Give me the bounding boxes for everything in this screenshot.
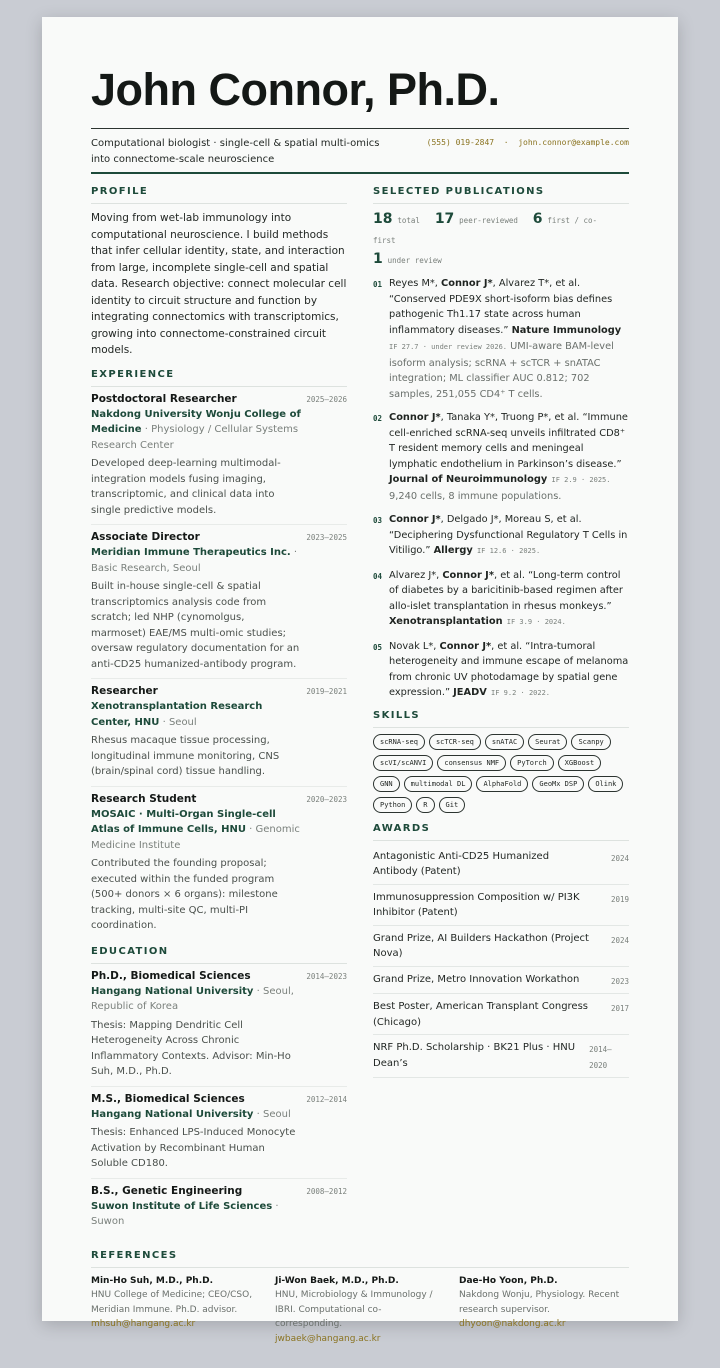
item-dates: 2023–2025 xyxy=(306,533,347,542)
item-organization xyxy=(91,699,301,730)
award-title: Grand Prize, Metro Innovation Workathon xyxy=(373,973,580,985)
publication-citation xyxy=(389,512,629,560)
item-role: Ph.D., Biomedical Sciences xyxy=(91,969,251,982)
education-item xyxy=(91,1185,347,1236)
award-year: 2017 xyxy=(610,1004,629,1013)
publication-entry xyxy=(373,639,629,702)
organization-detail: · Seoul xyxy=(159,716,197,728)
profile-text: Moving from wet-lab immunology into computational neuroscience. I build methods that infer cellular identity, state, and interaction from large, incomplete single-cell and spatial data. Research objective: connect molecular cell identity to circuit structure and function by integrating connectomics with transcriptomics, growing into connectome-constrained circuit models. xyxy=(91,212,347,356)
award-title: Best Poster, American Transplant Congress (Chicago) xyxy=(373,1001,588,1028)
award-entry xyxy=(373,847,629,885)
skill-chip: R xyxy=(416,797,434,813)
item-organization xyxy=(91,807,301,854)
item-dates: 2019–2021 xyxy=(306,687,347,696)
skill-chip: GeoMx DSP xyxy=(532,776,584,792)
publication-number: 04 xyxy=(373,571,383,581)
publication-entry xyxy=(373,568,629,631)
citation-notes: 9,240 cells, 8 immune populations. xyxy=(389,490,562,502)
skill-chip: Git xyxy=(439,797,466,813)
citation-self-author: Connor J* xyxy=(439,640,492,652)
stat-first-label: first / co-first xyxy=(373,216,598,245)
education-list xyxy=(91,970,347,1236)
publication-entry xyxy=(373,512,629,560)
item-header xyxy=(91,793,347,805)
citation-meta: IF 3.9 · 2024. xyxy=(502,618,566,626)
candidate-name: John Connor, Ph.D. xyxy=(91,64,500,115)
organization-name: Hangang National University xyxy=(91,1108,254,1120)
item-description: Developed deep-learning multimodal-integration models fusing imaging, transcriptomic, and clinical data into single predictive models. xyxy=(91,458,281,516)
skill-chip: scVI/scANVI xyxy=(373,755,433,771)
organization-detail: · Suwon xyxy=(91,1200,279,1227)
citation-self-author: Connor J* xyxy=(389,514,441,525)
publication-entry xyxy=(373,276,629,402)
stat-peer-label: peer-reviewed xyxy=(459,216,518,225)
item-dates: 2014–2023 xyxy=(306,971,347,981)
citation-title: , Tanaka Y*, Truong P*, et al. “Immune cell-enriched scRNA-seq unveils infiltrated CD8⁺ T resident memory cells and meningeal lymphatic endothelium in Parkinson’s disease.” xyxy=(389,412,628,470)
award-title: Grand Prize, AI Builders Hackathon (Project Nova) xyxy=(373,932,589,959)
skill-chip: Scanpy xyxy=(571,734,610,750)
citation-title: , et al. “Long-term control of diabetes by a baricitinib-based regimen after allo-islet transplantation in rhesus monkeys.” xyxy=(389,569,623,612)
skill-chip: multimodal DL xyxy=(404,776,473,792)
organization-detail: · Physiology / Cellular Systems Research Center xyxy=(91,424,299,451)
stat-total: 18 xyxy=(373,211,393,227)
publication-citation xyxy=(389,276,629,402)
reference-description: Nakdong Wonju, Physiology. Recent research supervisor. xyxy=(459,1290,620,1315)
item-organization xyxy=(91,1199,301,1230)
right-column xyxy=(373,186,629,1242)
experience-item xyxy=(91,393,347,526)
publication-citation xyxy=(389,568,629,631)
stat-review-label: under review xyxy=(387,256,442,265)
award-title: NRF Ph.D. Scholarship · BK21 Plus · HNU Dean’s xyxy=(373,1042,576,1069)
item-header xyxy=(91,1185,347,1197)
citation-title: , Delgado J*, Moreau S, et al. “Deciphering Dysfunctional Regulatory T Cells in Vitiligo.” xyxy=(389,514,628,556)
section-title-publications: SELECTED PUBLICATIONS xyxy=(373,186,629,204)
reference-email[interactable]: mhsuh@hangang.ac.kr xyxy=(91,1319,196,1329)
organization-detail: · Genomic Medicine Institute xyxy=(91,824,300,851)
item-role: Postdoctoral Researcher xyxy=(91,392,237,405)
skill-chip: scRNA-seq xyxy=(373,734,425,750)
item-organization xyxy=(91,407,301,454)
two-column-body xyxy=(91,186,629,1242)
item-header xyxy=(91,531,347,543)
item-description: Built in-house single-cell & spatial transcriptomics analysis code from scratch; led NHP (cynomolgus, marmoset) EAE/MS multi-omic studies; oversaw regulatory documentation for an anti-CD25 humanized-antibody program. xyxy=(91,581,300,670)
item-organization xyxy=(91,545,301,576)
award-entry xyxy=(373,929,629,967)
award-year: 2019 xyxy=(610,894,629,904)
publication-stats xyxy=(373,210,629,270)
section-title-education: EDUCATION xyxy=(91,946,347,964)
skill-chip: AlphaFold xyxy=(476,776,528,792)
reference-description: HNU, Microbiology & Immunology / IBRI. Computational co-corresponding. xyxy=(275,1290,433,1329)
section-title-profile: PROFILE xyxy=(91,186,347,204)
stat-review: 1 xyxy=(373,251,383,267)
stat-peer: 17 xyxy=(434,211,455,227)
reference-email[interactable]: dhyoon@nakdong.ac.kr xyxy=(459,1319,566,1329)
header-info xyxy=(91,129,629,169)
skill-chip: snATAC xyxy=(485,734,524,750)
citation-journal: Xenotransplantation xyxy=(389,616,503,627)
citation-self-author: Connor J* xyxy=(442,569,494,581)
award-title: Antagonistic Anti-CD25 Humanized Antibody (Patent) xyxy=(373,850,550,877)
item-header xyxy=(91,970,347,982)
item-header xyxy=(91,685,347,697)
education-item xyxy=(91,1093,347,1179)
item-description: Rhesus macaque tissue processing, longitudinal immune monitoring, CNS (brain/spinal cord) tissue handling. xyxy=(91,735,280,777)
skill-chip: GNN xyxy=(373,776,400,792)
skill-chip: Olink xyxy=(588,776,623,792)
award-entry xyxy=(373,888,629,926)
publication-number: 01 xyxy=(373,280,383,289)
item-organization xyxy=(91,984,301,1015)
item-dates: 2012–2014 xyxy=(306,1094,347,1104)
publication-entry xyxy=(373,410,629,504)
item-role: B.S., Genetic Engineering xyxy=(91,1184,243,1197)
organization-name: Xenotransplantation Research Center, HNU xyxy=(91,701,263,728)
publication-citation xyxy=(389,410,629,504)
item-description: Thesis: Mapping Dendritic Cell Heterogeneity Across Chronic Inflammatory Contexts. Advisor: Min-Ho Suh, M.D., Ph.D. xyxy=(91,1019,291,1077)
contact-line xyxy=(427,136,629,169)
publication-citation xyxy=(389,639,629,702)
citation-meta: IF 9.2 · 2022. xyxy=(486,689,551,697)
item-dates: 2008–2012 xyxy=(306,1186,347,1196)
organization-name: MOSAIC · Multi-Organ Single-cell Atlas of Immune Cells, HNU xyxy=(91,808,276,835)
citation-journal: Journal of Neuroimmunology xyxy=(389,474,548,485)
email-link[interactable]: john.connor@example.com xyxy=(518,138,629,147)
item-description: Contributed the founding proposal; executed within the funded program (500+ donors × 6 organs): milestone tracking, multi-site QC, multi-PI coordination. xyxy=(91,858,278,931)
item-description: Thesis: Enhanced LPS-Induced Monocyte Activation by Recombinant Human Soluble CD180. xyxy=(91,1127,296,1169)
reference-description: HNU College of Medicine; CEO/CSO, Meridian Immune. Ph.D. advisor. xyxy=(91,1290,253,1315)
publication-number: 05 xyxy=(373,642,383,652)
item-role: Research Student xyxy=(91,792,197,805)
organization-name: Suwon Institute of Life Sciences xyxy=(91,1200,273,1212)
award-list xyxy=(373,847,629,1079)
resume-sheet xyxy=(42,17,678,1344)
citation-authors-before: Novak L*, xyxy=(389,640,440,652)
reference-name: Ji-Won Baek, M.D., Ph.D. xyxy=(275,1275,399,1286)
skill-chip: PyTorch xyxy=(510,755,554,771)
award-entry xyxy=(373,1038,629,1078)
item-dates: 2020–2023 xyxy=(306,794,347,804)
award-year: 2014–2020 xyxy=(589,1045,612,1070)
stat-first: 6 xyxy=(532,211,543,227)
item-role: Associate Director xyxy=(91,531,200,543)
experience-list xyxy=(91,393,347,940)
reference-card xyxy=(459,1274,629,1347)
reference-list xyxy=(91,1274,629,1347)
reference-name: Dae-Ho Yoon, Ph.D. xyxy=(459,1275,558,1286)
section-title-references: REFERENCES xyxy=(91,1250,629,1268)
award-entry xyxy=(373,970,629,995)
publication-number: 03 xyxy=(373,516,383,525)
left-column xyxy=(91,186,347,1242)
citation-self-author: Connor J* xyxy=(389,412,441,423)
publication-number: 02 xyxy=(373,414,383,423)
organization-name: Hangang National University xyxy=(91,985,254,997)
section-title-skills: SKILLS xyxy=(373,710,629,728)
experience-item xyxy=(91,793,347,940)
item-dates: 2025–2026 xyxy=(306,394,347,404)
organization-detail: · Seoul xyxy=(253,1108,291,1120)
citation-authors-before: Reyes M*, xyxy=(389,278,442,289)
organization-name: Nakdong University Wonju College of Medicine xyxy=(91,408,301,435)
citation-journal: JEADV xyxy=(453,687,487,698)
reference-email[interactable]: jwbaek@hangang.ac.kr xyxy=(275,1333,381,1344)
skill-chip: XGBoost xyxy=(558,755,602,771)
citation-authors-before: Alvarez J*, xyxy=(389,569,443,581)
tagline: Computational biologist · single-cell & spatial multi-omics into connectome-scale neuroscience xyxy=(91,138,380,165)
organization-name: Meridian Immune Therapeutics Inc. xyxy=(91,547,291,558)
experience-item xyxy=(91,685,347,787)
references-section xyxy=(91,1250,629,1347)
section-title-experience: EXPERIENCE xyxy=(91,369,347,387)
award-year: 2024 xyxy=(610,935,629,945)
item-header xyxy=(91,393,347,405)
organization-detail: · Seoul, Republic of Korea xyxy=(91,985,294,1012)
citation-meta: IF 27.7 · under review 2026. xyxy=(389,343,508,351)
skill-chip: scTCR-seq xyxy=(429,734,481,750)
skill-chip: Python xyxy=(373,797,412,813)
header-thick-divider xyxy=(91,172,629,174)
skill-list xyxy=(373,734,629,813)
stat-total-label: total xyxy=(397,216,420,225)
organization-detail: · Basic Research, Seoul xyxy=(91,547,298,574)
skill-chip: Seurat xyxy=(528,734,567,750)
citation-notes: UMI-aware BAM-level isoform analysis; scRNA + scTCR + snATAC integration; ML classifier AUC 0.812; 702 samples, 251,055 CD4⁺ T cells. xyxy=(389,341,614,400)
citation-meta: IF 12.6 · 2025. xyxy=(472,547,541,555)
citation-journal: Nature Immunology xyxy=(511,324,622,336)
citation-meta: IF 2.9 · 2025. xyxy=(547,476,611,484)
citation-title: , et al. “Intra-tumoral heterogeneity and immune escape of melanoma from chronic UV photodamage by spatial gene expression.” xyxy=(389,640,629,698)
award-year: 2023 xyxy=(610,976,629,986)
item-role: M.S., Biomedical Sciences xyxy=(91,1092,245,1105)
contact-separator: · xyxy=(503,138,509,147)
citation-self-author: Connor J* xyxy=(441,278,493,289)
publication-list xyxy=(373,276,629,702)
citation-title: , Alvarez T*, et al. “Conserved PDE9X short-isoform bias defines pathogenic Th1.17 state across human inflammatory diseases.” xyxy=(389,278,613,336)
reference-name: Min-Ho Suh, M.D., Ph.D. xyxy=(91,1275,214,1286)
citation-journal: Allergy xyxy=(433,545,473,556)
award-title: Immunosuppression Composition w/ PI3K Inhibitor (Patent) xyxy=(373,891,580,918)
phone: (555) 019-2847 xyxy=(426,138,495,147)
reference-card xyxy=(91,1274,261,1347)
item-header xyxy=(91,1093,347,1105)
item-organization xyxy=(91,1107,301,1123)
education-item xyxy=(91,970,347,1087)
experience-item xyxy=(91,531,347,679)
section-title-awards: AWARDS xyxy=(373,823,629,841)
reference-card xyxy=(275,1274,445,1347)
award-entry xyxy=(373,997,629,1035)
item-role: Researcher xyxy=(91,685,158,697)
award-year: 2024 xyxy=(610,853,629,863)
skill-chip: consensus NMF xyxy=(437,755,506,771)
